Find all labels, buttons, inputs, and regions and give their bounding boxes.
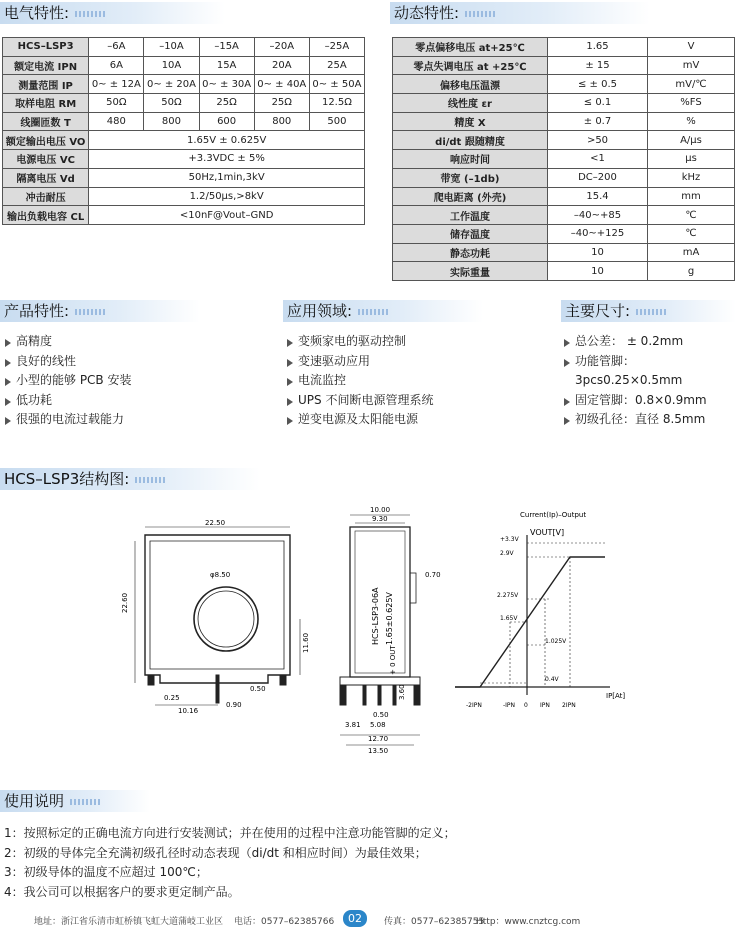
table-row (393, 206, 735, 225)
side-pins: + 0 OUT (389, 645, 397, 675)
table-cell: 0~ ± 30A (199, 75, 254, 94)
table-row (393, 38, 735, 57)
table-row (393, 94, 735, 113)
graph-y-tick: 1.65V (500, 615, 518, 622)
section-usage (0, 790, 150, 812)
dim-front-pin-h: 11.60 (302, 632, 310, 653)
table-cell: 1.2/50μs,>8kV (89, 187, 365, 206)
dynamic-table (392, 37, 735, 281)
graph-x-ticks (466, 702, 576, 709)
front-view (135, 527, 300, 705)
dim-side-p1: 0.50 (373, 711, 389, 719)
table-unit: mV (648, 56, 735, 75)
usage-note: 3：初级导体的温度不应超过 100℃； (4, 865, 208, 879)
dim-side-p3: 5.08 (370, 721, 386, 729)
table-cell: 800 (254, 112, 309, 131)
table-row-label: 实际重量 (393, 262, 548, 281)
table-cell: 15.4 (548, 187, 648, 206)
list-item: 功能管脚：3pcs0.25×0.5mm (563, 352, 739, 391)
table-row (393, 150, 735, 169)
graph-x-tick: -IPN (503, 702, 516, 709)
table-header-cell: –25A (309, 38, 364, 57)
table-unit: kHz (648, 168, 735, 187)
table-row-label: 电源电压 VC (3, 150, 89, 169)
graph-y-tick: +3.3V (500, 536, 519, 543)
table-row (3, 168, 365, 187)
table-cell: 0~ ± 40A (254, 75, 309, 94)
table-cell: 10 (548, 243, 648, 262)
table-row (393, 75, 735, 94)
table-cell: 0~ ± 50A (309, 75, 364, 94)
section-dimensions (561, 300, 736, 322)
section-dynamic (390, 2, 650, 24)
table-cell: –40~+125 (548, 224, 648, 243)
table-row (3, 131, 365, 150)
table-header-cell: –10A (144, 38, 199, 57)
dim-front-width: 22.50 (205, 519, 226, 527)
table-row-label: 带宽 (–1db) (393, 168, 548, 187)
section-electrical-label: 电气特性: (4, 4, 70, 22)
table-cell: 500 (309, 112, 364, 131)
table-cell: 25Ω (254, 94, 309, 113)
dim-side-t: 0.70 (425, 571, 441, 579)
table-row-label: 零点失调电压 at +25℃ (393, 56, 548, 75)
dim-side-ph: 3.60 (398, 684, 406, 700)
table-row-label: 隔离电压 Vd (3, 168, 89, 187)
table-cell: ≤ 0.1 (548, 94, 648, 113)
table-cell: 0~ ± 12A (89, 75, 144, 94)
usage-note: 4：我公司可以根据客户的要求更定制产品。 (4, 884, 240, 899)
list-item: 变频家电的驱动控制 (286, 332, 433, 352)
section-usage-label: 使用说明 (4, 792, 65, 810)
list-item: 逆变电源及太阳能电源 (286, 410, 433, 430)
table-unit: mm (648, 187, 735, 206)
table-header-cell: –15A (199, 38, 254, 57)
dim-side-p2: 3.81 (345, 721, 361, 729)
table-row (393, 131, 735, 150)
table-row (3, 187, 365, 206)
graph-y-tick: 0.4V (545, 676, 559, 683)
table-row (3, 150, 365, 169)
table-cell: 15A (199, 56, 254, 75)
table-row-label: 爬电距离 (外壳) (393, 187, 548, 206)
graph-y-ticks (497, 536, 567, 683)
graph-y-tick: 2.275V (497, 592, 519, 599)
table-cell: 50Ω (89, 94, 144, 113)
section-electrical (0, 2, 225, 24)
table-cell: ± 0.7 (548, 112, 648, 131)
table-row (393, 168, 735, 187)
list-item: 电流监控 (286, 371, 433, 391)
table-cell: 25Ω (199, 94, 254, 113)
list-item: 小型的能够 PCB 安装 (4, 371, 131, 391)
table-row (3, 94, 365, 113)
table-row (393, 187, 735, 206)
list-item: 总公差： ± 0.2mm (563, 332, 739, 352)
table-row-label: 线圈匝数 T (3, 112, 89, 131)
table-unit: A/μs (648, 131, 735, 150)
graph-ylabel: VOUT[V] (530, 528, 565, 537)
dimension-list (563, 332, 739, 430)
table-row-label: 静态功耗 (393, 243, 548, 262)
table-row (393, 224, 735, 243)
list-item: UPS 不间断电源管理系统 (286, 391, 433, 411)
dim-side-w1: 10.00 (370, 506, 391, 514)
table-unit: ℃ (648, 224, 735, 243)
electrical-table (2, 37, 365, 225)
footer-address: 地址：浙江省乐清市虹桥镇飞虹大道蒲岐工业区 (34, 917, 224, 927)
table-cell: 480 (89, 112, 144, 131)
table-unit: g (648, 262, 735, 281)
table-cell: 12.5Ω (309, 94, 364, 113)
footer-web: Http：www.cnztcg.com (476, 917, 581, 927)
table-row (3, 38, 365, 57)
table-cell: 10 (548, 262, 648, 281)
list-item: 固定管脚：0.8×0.9mm (563, 391, 739, 411)
dim-front-pin-t: 0.90 (226, 701, 242, 709)
table-cell: ≤ ± 0.5 (548, 75, 648, 94)
table-row-label: 线性度 εr (393, 94, 548, 113)
table-cell: <10nF@Vout–GND (89, 206, 365, 225)
table-cell: 20A (254, 56, 309, 75)
table-cell: >50 (548, 131, 648, 150)
list-item: 很强的电流过载能力 (4, 410, 131, 430)
page-number: 02 (343, 910, 367, 927)
usage-note: 2：初级的导体完全充满初级孔径时动态表现（di/dt 和相应时间）为最佳效果； (4, 845, 427, 860)
table-cell: ± 15 (548, 56, 648, 75)
list-item: 变速驱动应用 (286, 352, 433, 372)
section-dimensions-label: 主要尺寸: (565, 302, 631, 320)
dim-front-base: 0.50 (250, 685, 266, 693)
table-cell: 10A (144, 56, 199, 75)
table-row (3, 206, 365, 225)
list-item: 良好的线性 (4, 352, 131, 372)
table-row (393, 243, 735, 262)
side-label-1: HCS-LSP3-06A (371, 587, 380, 645)
table-row (393, 112, 735, 131)
table-unit: % (648, 112, 735, 131)
table-row-label: 精度 X (393, 112, 548, 131)
table-row-label: 响应时间 (393, 150, 548, 169)
table-row (393, 56, 735, 75)
table-unit: %FS (648, 94, 735, 113)
section-structure (0, 468, 260, 490)
graph-x-tick: IPN (540, 702, 550, 709)
table-header-cell: –20A (254, 38, 309, 57)
section-structure-label: HCS–LSP3结构图: (4, 470, 130, 488)
list-item: 初级孔径：直径 8.5mm (563, 410, 739, 430)
table-cell: 1.65V ± 0.625V (89, 131, 365, 150)
graph-x-tick: -2IPN (466, 702, 482, 709)
dim-front-pin-d: 10.16 (178, 707, 199, 715)
table-cell: 6A (89, 56, 144, 75)
graph-y-tick: 2.9V (500, 550, 514, 557)
table-row-label: 额定输出电压 VO (3, 131, 89, 150)
table-row-label: 偏移电压温漂 (393, 75, 548, 94)
section-application (283, 300, 483, 322)
table-cell: <1 (548, 150, 648, 169)
dim-front-height: 22.60 (121, 592, 129, 613)
table-row-label: 储存温度 (393, 224, 548, 243)
table-unit: ℃ (648, 206, 735, 225)
structure-drawing (0, 495, 739, 795)
table-cell: 25A (309, 56, 364, 75)
dim-side-p4: 12.70 (368, 735, 389, 743)
usage-note: 1：按照标定的正确电流方向进行安装测试；并在使用的过程中注意功能管脚的定义； (4, 826, 456, 840)
table-row-label: 输出负载电容 CL (3, 206, 89, 225)
graph-x-tick: 2IPN (562, 702, 576, 709)
usage-notes (4, 824, 456, 902)
list-item: 高精度 (4, 332, 131, 352)
table-cell: +3.3VDC ± 5% (89, 150, 365, 169)
table-cell: 0~ ± 20A (144, 75, 199, 94)
table-row (3, 75, 365, 94)
product-feature-list (4, 332, 131, 430)
table-row (3, 56, 365, 75)
list-item: 低功耗 (4, 391, 131, 411)
footer-fax: 传真：0577–62385755 (384, 917, 485, 927)
dim-front-hole: φ8.50 (210, 571, 231, 579)
footer-phone: 电话：0577–62385766 (234, 917, 335, 927)
section-application-label: 应用领域: (287, 302, 353, 320)
dim-side-p5: 13.50 (368, 747, 389, 755)
table-cell: 600 (199, 112, 254, 131)
table-row-label: 测量范围 IP (3, 75, 89, 94)
table-row-label: di/dt 跟随精度 (393, 131, 548, 150)
table-unit: μs (648, 150, 735, 169)
table-header-cell: –6A (89, 38, 144, 57)
section-dynamic-label: 动态特性: (394, 4, 460, 22)
table-unit: mV/℃ (648, 75, 735, 94)
graph-xlabel: IP[At] (606, 692, 626, 700)
table-unit: mA (648, 243, 735, 262)
table-cell: 50Hz,1min,3kV (89, 168, 365, 187)
table-row-label: 零点偏移电压 at+25℃ (393, 38, 548, 57)
section-product (0, 300, 200, 322)
table-row-label: 取样电阻 RM (3, 94, 89, 113)
table-cell: 1.65 (548, 38, 648, 57)
section-product-label: 产品特性: (4, 302, 70, 320)
side-label-2: 1.65±0.625V (385, 592, 394, 645)
transfer-graph (455, 535, 610, 695)
table-cell: –40~+85 (548, 206, 648, 225)
table-row-label: 冲击耐压 (3, 187, 89, 206)
table-cell: 800 (144, 112, 199, 131)
table-cell: 50Ω (144, 94, 199, 113)
table-header-cell: HCS–LSP3 (3, 38, 89, 57)
table-cell: DC–200 (548, 168, 648, 187)
graph-y-tick: 1.025V (545, 638, 567, 645)
table-row (393, 262, 735, 281)
graph-x-tick: 0 (524, 702, 528, 709)
table-row-label: 额定电流 IPN (3, 56, 89, 75)
table-row-label: 工作温度 (393, 206, 548, 225)
table-unit: V (648, 38, 735, 57)
dim-side-w2: 9.30 (372, 515, 388, 523)
table-row (3, 112, 365, 131)
application-list (286, 332, 433, 430)
graph-title: Current(Ip)–Output (520, 511, 587, 519)
dim-front-pin-w: 0.25 (164, 694, 180, 702)
